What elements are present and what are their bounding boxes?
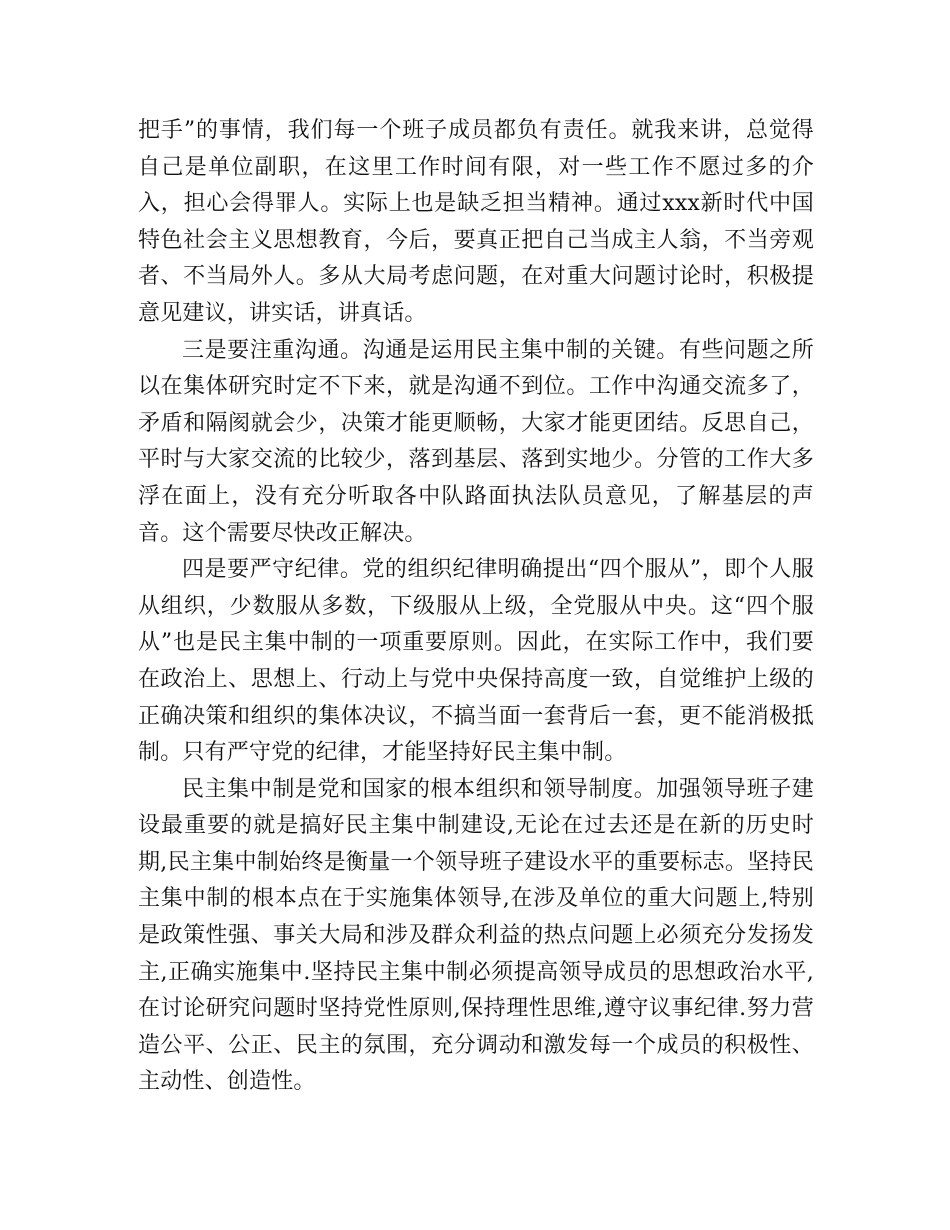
paragraph-continued: 把手”的事情，我们每一个班子成员都负有责任。就我来讲，总觉得自己是单位副职，在这里工作时间有限，对一些工作不愿过多的介入，担心会得罪人。实际上也是缺乏担当精神。通过xxx新时代中国特色社会主义思想教育，今后，要真正把自己当成主人翁，不当旁观者、不当局外人。多从大局考虑问题，在对重大问题讨论时，积极提意见建议，讲实话，讲真话。 <box>138 118 814 326</box>
paragraph-communication: 三是要注重沟通。沟通是运用民主集中制的关键。有些问题之所以在集体研究时定不下来，就是沟通不到位。工作中沟通交流多了，矛盾和隔阂就会少，决策才能更顺畅，大家才能更团结。反思自己，平时与大家交流的比较少，落到基层、落到实地少。分管的工作大多浮在面上，没有充分听取各中队路面执法队员意见，了解基层的声音。这个需要尽快改正解决。 <box>138 337 814 546</box>
paragraph-discipline: 四是要严守纪律。党的组织纪律明确提出“四个服从”，即个人服从组织，少数服从多数，下级服从上级，全党服从中央。这“四个服从”也是民主集中制的一项重要原则。因此，在实际工作中，我们要在政治上、思想上、行动上与党中央保持高度一致，自觉维护上级的正确决策和组织的集体决议，不搞当面一套背后一套，更不能消极抵制。只有严守党的纪律，才能坚持好民主集中制。 <box>138 557 814 766</box>
paragraph-democratic-centralism: 民主集中制是党和国家的根本组织和领导制度。加强领导班子建设最重要的就是搞好民主集中制建设,无论在过去还是在新的历史时期,民主集中制始终是衡量一个领导班子建设水平的重要标志。坚持民主集中制的根本点在于实施集体领导,在涉及单位的重大问题上,特别是政策性强、事关大局和涉及群众利益的热点问题上必须充分发扬发主,正确实施集中.坚持民主集中制必须提高领导成员的思想政治水平,在讨论研究问题时坚持党性原则,保持理性思维,遵守议事纪律.努力营造公平、公正、民主的氛围，充分调动和激发每一个成员的积极性、主动性、创造性。 <box>138 776 814 1095</box>
document-body <box>138 113 814 1101</box>
